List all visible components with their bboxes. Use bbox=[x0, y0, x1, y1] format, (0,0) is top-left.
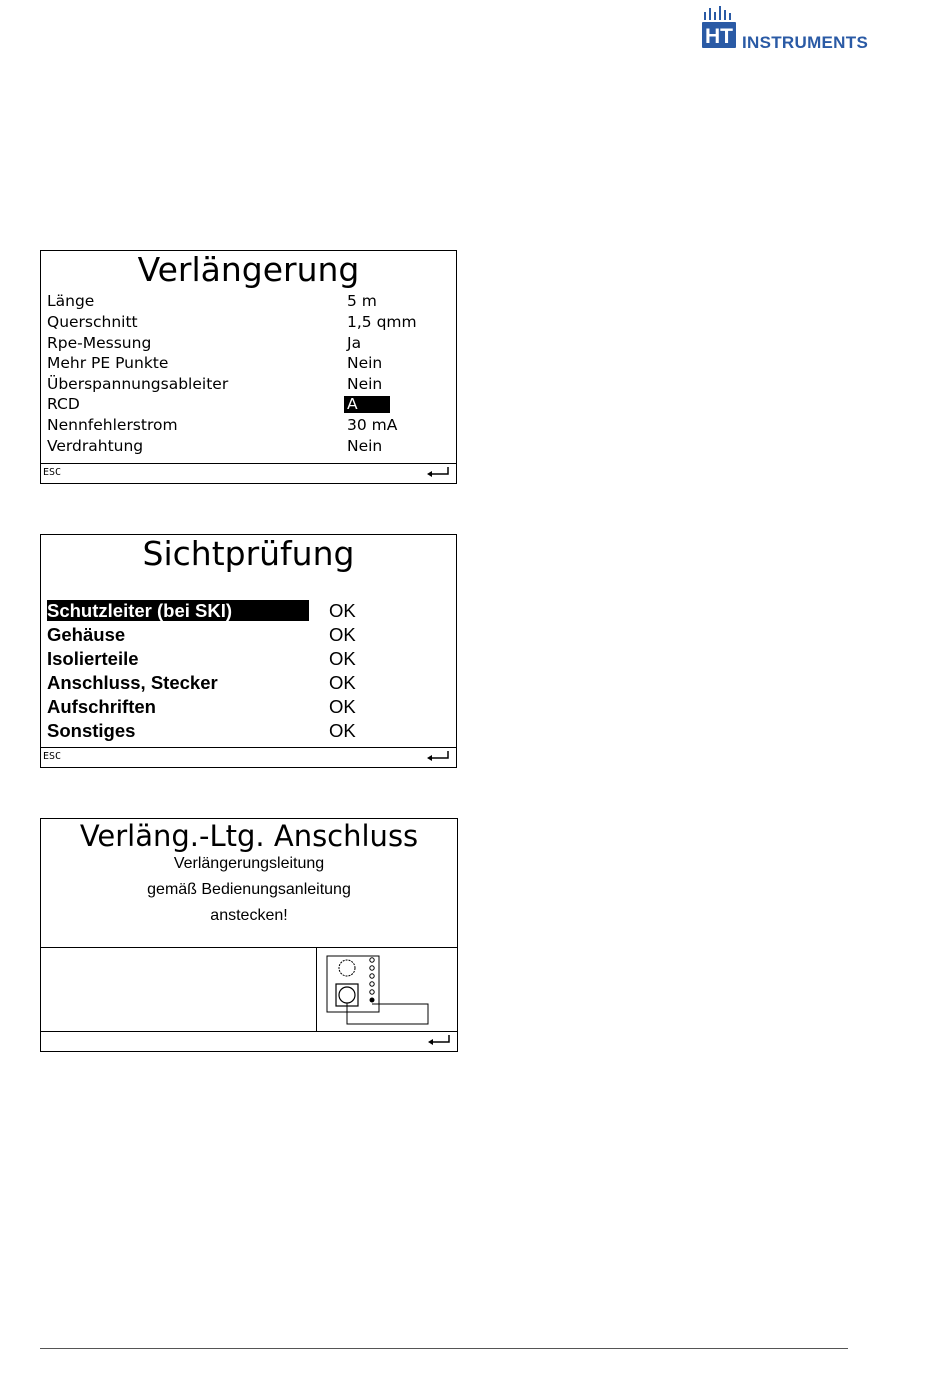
inspection-label: Isolierteile bbox=[47, 648, 139, 669]
setting-label: Länge bbox=[47, 292, 95, 310]
setting-row-more-pe-points[interactable] bbox=[47, 353, 447, 373]
screen-title: Verlängerung bbox=[137, 250, 360, 289]
inspection-value: OK bbox=[329, 672, 356, 693]
setting-label: Nennfehlerstrom bbox=[47, 416, 178, 434]
screen-footer bbox=[41, 463, 456, 483]
logo-text: INSTRUMENTS bbox=[742, 33, 869, 52]
divider bbox=[41, 947, 457, 948]
screen-title: Sichtprüfung bbox=[142, 534, 355, 573]
extension-settings-screen bbox=[40, 250, 457, 484]
setting-value-selected[interactable]: A bbox=[344, 396, 390, 413]
setting-value: 30 mA bbox=[347, 416, 398, 434]
screen-footer bbox=[41, 747, 456, 767]
inspection-label: Aufschriften bbox=[47, 696, 156, 717]
setting-label: Überspannungsableiter bbox=[47, 375, 229, 393]
visual-inspection-screen bbox=[40, 534, 457, 768]
ht-logo-icon bbox=[700, 4, 740, 50]
inspection-value: OK bbox=[329, 720, 356, 741]
setting-label: Verdrahtung bbox=[47, 437, 144, 455]
setting-value: Nein bbox=[347, 437, 383, 455]
screen-title: Verläng.-Ltg. Anschluss bbox=[79, 819, 419, 853]
inspection-row-insulation[interactable] bbox=[47, 647, 447, 671]
setting-row-rated-fault-current[interactable] bbox=[47, 415, 447, 435]
setting-label: RCD bbox=[47, 395, 80, 413]
ht-instruments-logo bbox=[700, 4, 880, 52]
instruction-line-2: gemäß Bedienungsanleitung bbox=[147, 881, 351, 898]
setting-row-surge-arrester[interactable] bbox=[47, 374, 447, 394]
setting-label: Mehr PE Punkte bbox=[47, 354, 169, 372]
setting-value: Nein bbox=[347, 354, 383, 372]
divider bbox=[316, 947, 317, 1032]
inspection-value: OK bbox=[329, 600, 356, 621]
setting-row-rpe-measurement[interactable] bbox=[47, 333, 447, 353]
connection-diagram-icon bbox=[323, 954, 435, 1030]
setting-value: 5 m bbox=[347, 292, 377, 310]
inspection-value: OK bbox=[329, 624, 356, 645]
inspection-row-labels[interactable] bbox=[47, 695, 447, 719]
setting-row-wiring[interactable] bbox=[47, 436, 447, 456]
inspection-row-protective-conductor[interactable] bbox=[47, 599, 447, 623]
setting-value: Nein bbox=[347, 375, 383, 393]
setting-label: Querschnitt bbox=[47, 313, 138, 331]
inspection-value: OK bbox=[329, 648, 356, 669]
setting-row-cross-section[interactable] bbox=[47, 312, 447, 332]
instruction-line-1: Verlängerungsleitung bbox=[173, 855, 325, 872]
page-footer-line bbox=[40, 1348, 848, 1349]
inspection-row-connection-plug[interactable] bbox=[47, 671, 447, 695]
enter-arrow-icon[interactable] bbox=[426, 750, 450, 763]
inspection-row-housing[interactable] bbox=[47, 623, 447, 647]
extension-cable-connection-screen bbox=[40, 818, 458, 1052]
enter-arrow-icon[interactable] bbox=[427, 1034, 451, 1047]
inspection-row-other[interactable] bbox=[47, 719, 447, 743]
enter-arrow-icon[interactable] bbox=[426, 466, 450, 479]
inspection-label: Sonstiges bbox=[47, 720, 136, 741]
inspection-value: OK bbox=[329, 696, 356, 717]
setting-row-rcd[interactable] bbox=[47, 394, 447, 414]
esc-button[interactable]: ESC bbox=[43, 467, 62, 478]
screen-footer bbox=[41, 1031, 457, 1051]
instruction-line-3: anstecken! bbox=[210, 907, 288, 924]
inspection-label: Gehäuse bbox=[47, 624, 126, 645]
setting-row-length[interactable] bbox=[47, 291, 447, 311]
setting-value: Ja bbox=[347, 334, 362, 352]
setting-value: 1,5 qmm bbox=[347, 313, 417, 331]
setting-label: Rpe-Messung bbox=[47, 334, 152, 352]
inspection-label: Anschluss, Stecker bbox=[47, 672, 218, 693]
inspection-label-selected[interactable]: Schutzleiter (bei SKI) bbox=[47, 600, 309, 621]
svg-text:HT: HT bbox=[705, 25, 733, 48]
esc-button[interactable]: ESC bbox=[43, 751, 62, 762]
